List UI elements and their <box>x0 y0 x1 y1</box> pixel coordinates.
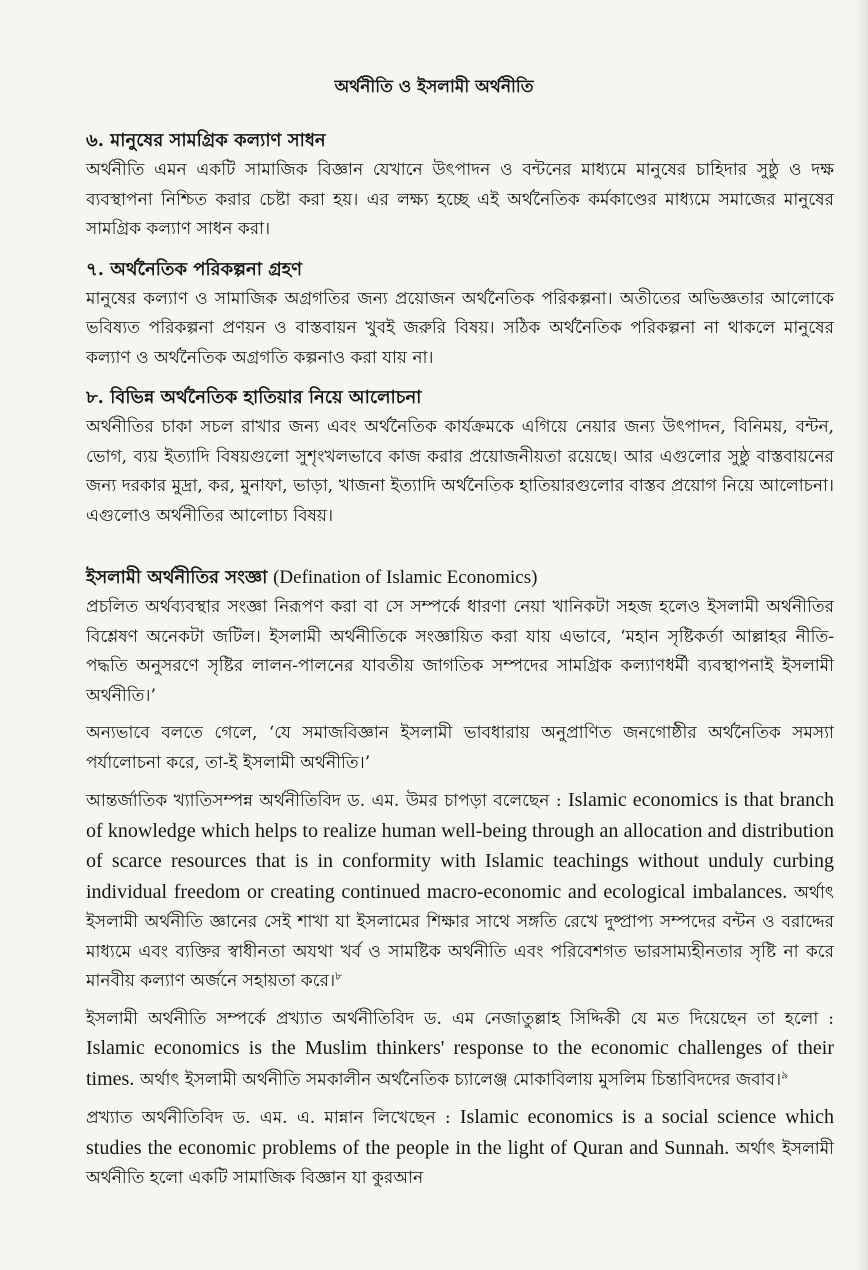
siddiqi-quote-paragraph <box>86 1005 834 1096</box>
quote-translation: অর্থাৎ ইসলামী অর্থনীতি সমকালীন অর্থনৈতিক চ্যালেঞ্জ মোকাবিলায় মুসলিম চিন্তাবিদদের জবাব। <box>134 1069 782 1090</box>
quote-english: Islamic economics is that branch of knowledge which helps to realize human well-being through an allocation and distribution of scarce resources that is in conformity with Islamic teachings without unduly curbing individual freedom or creating continued macro-economic and ecological imbalances. <box>86 789 834 903</box>
section-paragraph: অর্থনীতি এমন একটি সামাজিক বিজ্ঞান যেখানে উৎপাদন ও বন্টনের মাধ্যমে মানুষের চাহিদার সুষ্ঠু ও দক্ষ ব্যবস্থাপনা নিশ্চিত করার চেষ্টা করা হয়। এর লক্ষ্য হচ্ছে এই অর্থনৈতিক কর্মকাণ্ডের মাধ্যমে সমাজের মানুষের সামগ্রিক কল্যাণ সাধন করা। <box>86 160 834 239</box>
quote-english: Islamic economics is a social science which studies the economic problems of the people in the light of Quran and Sunnah. <box>86 1106 834 1159</box>
section-heading: ৭. অর্থনৈতিক পরিকল্পনা গ্রহণ <box>86 258 303 280</box>
definition-heading-bn: ইসলামী অর্থনীতির সংজ্ঞা <box>86 567 268 588</box>
definition-paragraph-2: অন্যভাবে বলতে গেলে, ‘যে সমাজবিজ্ঞান ইসলামী ভাবধারায় অনুপ্রাণিত জনগোষ্ঠীর অর্থনৈতিক সমস্যা পর্যালোচনা করে, তা-ই ইসলামী অর্থনীতি।’ <box>86 723 834 773</box>
quote-lead: প্রখ্যাত অর্থনীতিবিদ ড. এম. এ. মান্নান লিখেছেন : <box>86 1108 460 1128</box>
footnote-marker: ৯ <box>781 1067 789 1081</box>
footnote-marker: ৮ <box>335 969 343 983</box>
definition-heading <box>86 563 834 593</box>
quote-english: Islamic economics is the Muslim thinkers' response to the economic challenges of their times. <box>86 1037 834 1090</box>
page-content <box>86 126 834 1204</box>
section-heading: ৮. বিভিন্ন অর্থনৈতিক হাতিয়ার নিয়ে আলোচনা <box>86 387 422 408</box>
quote-lead: ইসলামী অর্থনীতি সম্পর্কে প্রখ্যাত অর্থনীতিবিদ ড. এম নেজাতুল্লাহ সিদ্দিকী যে মত দিয়েছেন তা হলো : <box>86 1008 834 1029</box>
section-spacer <box>86 541 834 563</box>
definition-heading-en: (Defination of Islamic Economics) <box>273 567 538 588</box>
section-heading: ৬. মানুষের সামগ্রিক কল্যাণ সাধন <box>86 130 326 151</box>
mannan-quote-paragraph <box>86 1103 834 1194</box>
page-edge-shadow <box>854 0 868 1270</box>
section-6 <box>86 126 834 245</box>
running-head: অর্থনীতি ও ইসলামী অর্থনীতি <box>334 77 534 97</box>
chapra-quote-paragraph <box>86 786 834 997</box>
quote-translation: অর্থাৎ ইসলামী অর্থনীতি হলো একটি সামাজিক বিজ্ঞান যা কুরআন <box>86 1138 835 1188</box>
section-8 <box>86 383 834 531</box>
section-7 <box>86 255 834 374</box>
definition-paragraph-1: প্রচলিত অর্থব্যবস্থার সংজ্ঞা নিরূপণ করা বা সে সম্পর্কে ধারণা নেয়া খানিকটা সহজ হলেও ইসলামী অর্থনীতির বিশ্লেষণ অনেকটা জটিল। ইসলামী অর্থনীতিকে সংজ্ঞায়িত করা যায় এভাবে, ‘মহান সৃষ্টিকর্তা আল্লাহর নীতি-পদ্ধতি অনুসরণে সৃষ্টির লালন-পালনের যাবতীয় জাগতিক সম্পদের সামগ্রিক কল্যাণধর্মী ব্যবস্থাপনাই ইসলামী অর্থনীতি।’ <box>86 597 834 706</box>
quote-lead: আন্তর্জাতিক খ্যাতিসম্পন্ন অর্থনীতিবিদ ড. এম. উমর চাপড়া বলেছেন : <box>86 791 568 811</box>
section-paragraph: অর্থনীতির চাকা সচল রাখার জন্য এবং অর্থনৈতিক কার্যক্রমকে এগিয়ে নেয়ার জন্য উৎপাদন, বিনিময়, বন্টন, ভোগ, ব্যয় ইত্যাদি বিষয়গুলো সুশৃংখলভাবে কাজ করার প্রয়োজনীয়তা রয়েছে। আর এগুলোর সুষ্ঠু বাস্তবায়নের জন্য দরকার মুদ্রা, কর, মুনাফা, ভাড়া, খাজনা ইত্যাদি অর্থনৈতিক হাতিয়ারগুলোর বাস্তব প্রয়োগ নিয়ে আলোচনা। এগুলোও অর্থনীতির আলোচ্য বিষয়। <box>86 417 834 526</box>
section-paragraph: মানুষের কল্যাণ ও সামাজিক অগ্রগতির জন্য প্রয়োজন অর্থনৈতিক পরিকল্পনা। অতীতের অভিজ্ঞতার আলোকে ভবিষ্যত পরিকল্পনা প্রণয়ন ও বাস্তবায়ন খুবই জরুরি বিষয়। সঠিক অর্থনৈতিক পরিকল্পনা না থাকলে মানুষের কল্যাণ ও অর্থনৈতিক অগ্রগতি কল্পনাও করা যায় না। <box>86 288 834 368</box>
definition-section <box>86 563 834 1194</box>
quote-translation: অর্থাৎ ইসলামী অর্থনীতি জ্ঞানের সেই শাখা যা ইসলামের শিক্ষার সাথে সঙ্গতি রেখে দুষ্প্রাপ্য সম্পদের বন্টন ও বরাদ্দের মাধ্যমে এবং ব্যক্তির স্বাধীনতা অযথা খর্ব ও সামষ্টিক অর্থনীতি এবং পরিবেশগত ভারসাম্যহীনতার সৃষ্টি না করে মানবীয় কল্যাণ অর্জনে সহায়তা করে। <box>86 882 834 991</box>
